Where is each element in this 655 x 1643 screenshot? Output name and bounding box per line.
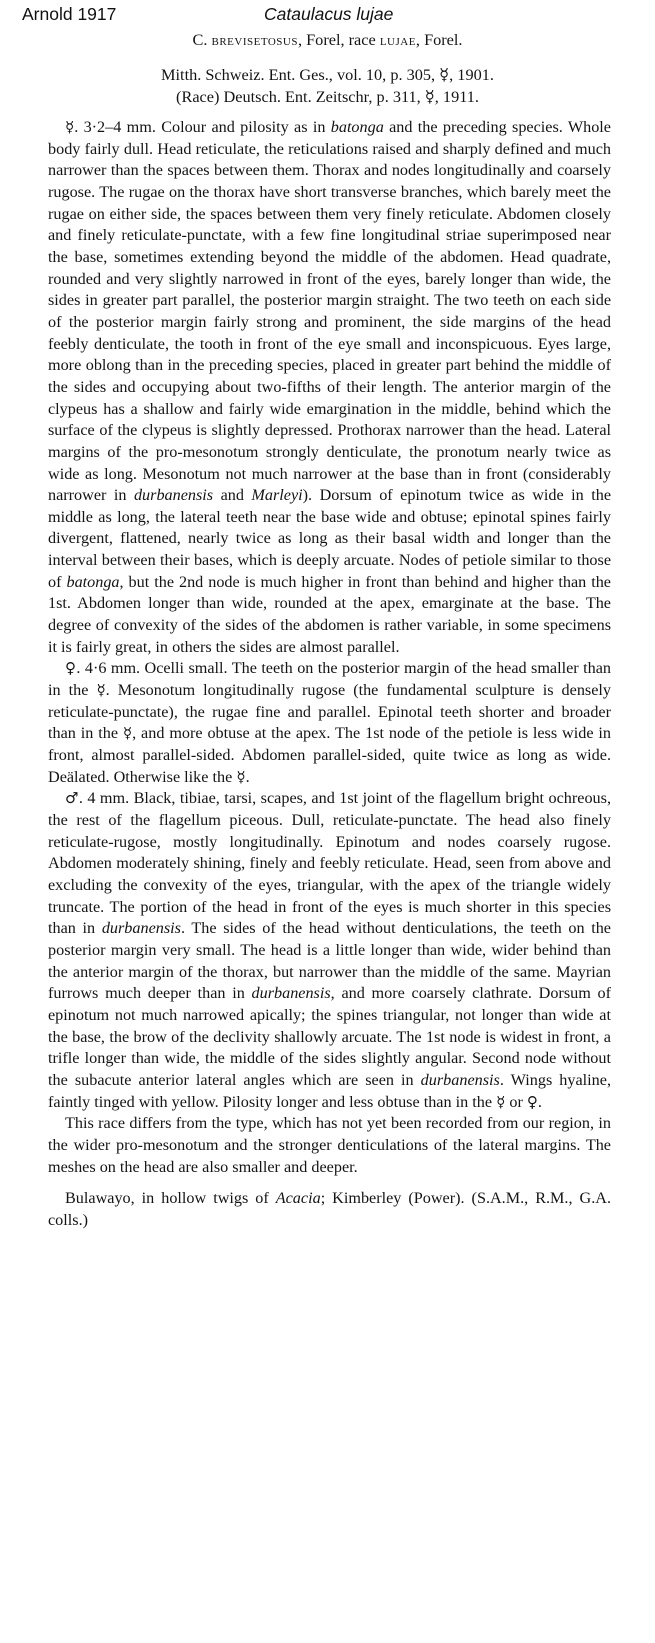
worker-symbol: ☿ [65, 118, 75, 136]
race-name: lujae [379, 30, 416, 49]
title-sep-2: , Forel. [415, 30, 463, 49]
locality-record: Bulawayo, in hollow twigs of Acacia; Kimberley (Power). (S.A.M., R.M., G.A. colls.) [48, 1189, 611, 1229]
race-remark: This race differs from the type, which has not yet been recorded from our region, in the wider pro-mesonotum and the stronger denticulations of the lateral margins. The meshes on the head are also smaller and deeper. [48, 1114, 611, 1176]
description-body [48, 117, 611, 1231]
worker-description: ☿. 3·2–4 mm. Colour and pilosity as in batonga and the preceding species. Whole body fairly dull. Head reticulate, the reticulations raised and sharply defined and much narrower than the spaces between them. Thorax and nodes longitudinally and coarsely rugose. The rugae on the thorax have short transverse branches, which barely meet the rugae on either side, the spaces between them very finely reticulate. Abdomen closely and finely reticulate-punctate, with a few fine longitudinal striae superimposed near the base, sometimes extending beyond the middle of the abdomen. Head quadrate, rounded and very slightly narrowed in front of the eyes, barely longer than wide, the sides in greater part parallel, the posterior margin straight. The two teeth on each side of the posterior margin fairly strong and prominent, the side margins of the head feebly denticulate, the tooth in front of the eye small and inconspicuous. Eyes large, more oblong than in the preceding species, placed in greater part behind the middle of the sides and occupying about two-fifths of their length. The anterior margin of the clypeus has a shallow and fairly wide emargination in the middle, behind which the surface of the clypeus is slightly depressed. Prothorax narrower than the head. Lateral margins of the pro-mesonotum strongly denticulate, the pronotum nearly twice as wide as long. Mesonotum not much narrower at the base than in front (considerably narrower in durbanensis and Marleyi). Dorsum of epinotum twice as wide in the middle as long, the lateral teeth near the base wide and obtuse; epinotal spines fairly divergent, flattened, nearly twice as long as their basal width and longer than the interval between their bases, which is deeply arcuate. Nodes of petiole similar to those of batonga, but the 2nd node is much higher in front than behind and higher than the 1st. Abdomen longer than wide, rounded at the apex, emarginate at the base. The degree of convexity of the sides of the abdomen is rather variable, in some specimens it is fairly great, in others the sides are almost parallel. [48, 118, 611, 656]
reference-1: Mitth. Schweiz. Ent. Ges., vol. 10, p. 305, ☿, 1901. [161, 65, 494, 84]
reference-2: (Race) Deutsch. Ent. Zeitschr, p. 311, ☿, 1911. [176, 87, 479, 106]
male-symbol: ♂ [65, 789, 79, 808]
page-header [14, 2, 644, 28]
species-heading: Cataulacus lujae [264, 4, 394, 24]
female-description: ♀. 4·6 mm. Ocelli small. The teeth on the posterior margin of the head smaller than in the ☿. Mesonotum longitudinally rugose (the fundamental sculpture is densely reticulate-punctate), the rugae fine and parallel. Epinotal teeth shorter and broader than in the ☿, and more obtuse at the apex. The 1st node of the petiole is less wide in front, almost parallel-sided. Abdomen parallel-sided, quite twice as long as wide. Deälated. Otherwise like the ☿. [48, 659, 611, 786]
author-year: Arnold 1917 [22, 4, 117, 24]
male-description: ♂. 4 mm. Black, tibiae, tarsi, scapes, and 1st joint of the flagellum bright ochreous, the rest of the flagellum piceous. Dull, reticulate-punctate. The head also finely reticulate-rugose, mostly longitudinally. Epinotum and nodes coarsely rugose. Abdomen moderately shining, finely and feebly reticulate. Head, seen from above and excluding the convexity of the eyes, triangular, with the apex of the triangle widely truncate. The portion of the head in front of the eyes is much shorter in this species than in durbanensis. The sides of the head without denticulations, the teeth on the posterior margin very small. The head is a little longer than wide, wider behind than the anterior margin of the thorax, but narrower than the middle of the same. Mayrian furrows much deeper than in durbanensis, and more coarsely clathrate. Dorsum of epinotum not much narrowed apically; the spines triangular, not longer than wide at the base, the brow of the declivity shallowly arcuate. The 1st node is widest in front, a trifle longer than wide, the middle of the sides slightly angular. Second node without the subacute anterior lateral angles which are seen in durbanensis. Wings hyaline, faintly tinged with yellow. Pilosity longer and less obtuse than in the ☿ or ♀. [48, 789, 612, 1111]
genus-abbrev: C. [192, 30, 208, 49]
title-sep-1: , Forel, race [297, 30, 380, 49]
species-name: brevisetosus [211, 30, 298, 49]
taxon-title [0, 30, 655, 50]
female-symbol: ♀ [65, 659, 77, 678]
